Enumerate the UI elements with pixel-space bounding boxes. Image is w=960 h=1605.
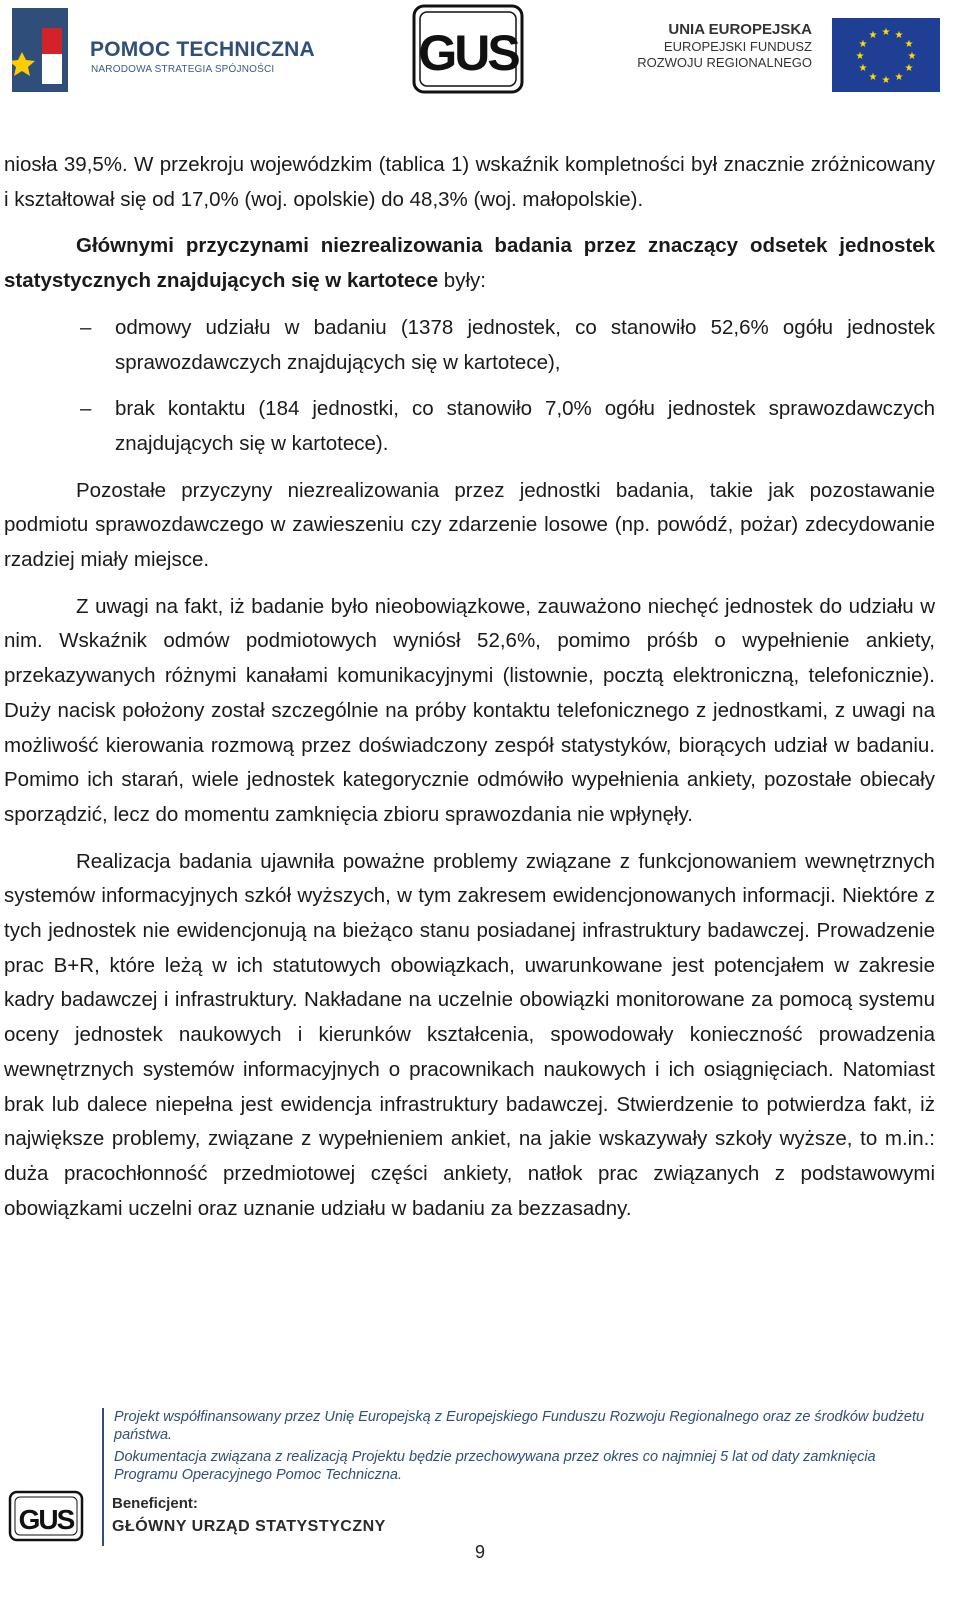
footer-divider [102,1408,104,1546]
beneficiary-label: Beneficjent: [112,1495,198,1512]
pomoc-techniczna-subtitle: NARODOWA STRATEGIA SPÓJNOŚCI [91,64,275,75]
paragraph-2-rest: były: [438,269,486,293]
paragraph-5: Realizacja badania ujawniła poważne problemy związane z funkcjonowaniem wewnętrznych systemów informacyjnych szkół wyższych, w tym zakresem ewidencjonowanych informacji. Niektóre z tych jednostek nie ewidencjonują na bieżąco stanu posiadanej infrastruktury badawczej. Prowadzenie prac B+R, które leżą w ich statutowych obowiązkach, uwarunkowane jest potencjałem w zakresie kadry badawczej i infrastruktury. Nakładane na uczelnie obowiązki monitorowane za pomocą systemu oceny jednostek naukowych i kierunków kształcenia, spowodowały konieczność prowadzenia wewnętrznych systemów informacyjnych o pracownikach naukowych i ich osiągnięciach. Natomiast brak lub dalece niepełna jest ewidencja infrastruktury badawczej. Stwierdzenie to potwierdza fakt, iż największe problemy, związane z wypełnieniem ankiet, na jakie wskazywały szkoły wyższe, to m.in.: duża pracochłonność przedmiotowej części ankiety, natłok prac związanych z podstawowymi obowiązkami uczelni oraz uznanie udziału w badaniu za bezzasadny. [4,849,935,1220]
list-item [4,392,935,461]
svg-text:GUS: GUS [18,1504,74,1535]
eu-line-2: EUROPEJSKI FUNDUSZ [663,39,812,54]
svg-text:★: ★ [881,27,891,38]
pomoc-techniczna-logo [6,4,315,96]
svg-text:★: ★ [855,51,865,62]
beneficiary-name: GŁÓWNY URZĄD STATYSTYCZNY [112,1518,386,1535]
page-footer [0,1400,960,1605]
svg-text:★: ★ [858,39,868,50]
svg-text:★: ★ [858,63,868,74]
eu-text-block [637,20,812,71]
svg-text:★: ★ [894,30,904,41]
svg-text:★: ★ [907,51,917,62]
svg-text:★: ★ [881,75,891,86]
paragraph-3: Pozostałe przyczyny niezrealizowania przez jednostki badania, takie jak pozostawanie podmiotu sprawozdawczego w zawieszeniu czy zdarzenie losowe (np. powódź, pożar) zdecydowanie rzadziej miały miejsce. [4,478,935,572]
reasons-list [4,311,935,462]
pomoc-techniczna-title: POMOC TECHNICZNA [90,38,315,61]
list-item [4,311,935,380]
eu-line-1: UNIA EUROPEJSKA [668,21,812,38]
svg-text:★: ★ [904,63,914,74]
footer-gus-logo-icon [8,1490,84,1542]
footer-project-note: Projekt współfinansowany przez Unię Europejską z Europejskiego Funduszu Rozwoju Regionalnego oraz ze środków budżetu państwa. [114,1409,925,1443]
eu-flag-icon [832,18,940,92]
page-header [0,0,960,110]
page-body [4,148,935,1226]
paragraph-2 [4,229,935,298]
paragraph-4: Z uwagi na fakt, iż badanie było nieobowiązkowe, zauważono niechęć jednostek do udziału w nim. Wskaźnik odmów podmiotowych wyniósł 52,6%, pomimo próśb o wypełnienie ankiety, przekazywanych różnymi kanałami komunikacyjnymi (listownie, pocztą elektroniczną, telefonicznie). Duży nacisk położony został szczególnie na próby kontaktu telefonicznego z jednostkami, z uwagi na możliwość kierowania rozmową przez doświadczony zespół statystyków, biorących udział w badaniu. Pomimo ich starań, wiele jednostek kategorycznie odmówiło wypełnienia ankiety, pozostałe obiecały sporządzić, lecz do momentu zamknięcia zbioru sprawozdania nie wpłynęły. [4,594,935,826]
paragraph-1: niosła 39,5%. W przekroju wojewódzkim (tablica 1) wskaźnik kompletności był znacznie zróżnicowany i kształtował się od 17,0% (woj. opolskie) do 48,3% (woj. małopolskie). [4,153,935,211]
pomoc-techniczna-emblem-icon [12,8,68,92]
paragraph-2-bold: Głównymi przyczynami niezrealizowania badania przez znaczący odsetek jednostek statystycznych znajdujących się w kartotece [4,234,935,293]
svg-text:★: ★ [904,39,914,50]
list-item-text: brak kontaktu (184 jednostki, co stanowiło 7,0% ogółu jednostek sprawozdawczych znajdujących się w kartotece). [115,397,935,455]
footer-archive-note: Dokumentacja związana z realizacją Projektu będzie przechowywana przez okres co najmniej 5 lat od daty zamknięcia Programu Operacyjnego Pomoc Techniczna. [114,1449,876,1483]
dash-bullet-icon: – [80,315,92,339]
eu-line-3: ROZWOJU REGIONALNEGO [637,55,812,70]
list-item-text: odmowy udziału w badaniu (1378 jednostek, co stanowiło 52,6% ogółu jednostek sprawozdawczych znajdujących się w kartotece), [115,315,935,374]
dash-bullet-icon: – [80,397,92,421]
svg-text:★: ★ [868,30,878,41]
eu-logo [620,10,940,90]
page-number: 9 [474,1542,485,1562]
svg-text:★: ★ [868,72,878,83]
svg-text:★: ★ [894,72,904,83]
gus-logo-icon [410,2,526,96]
svg-text:GUS: GUS [418,25,518,81]
